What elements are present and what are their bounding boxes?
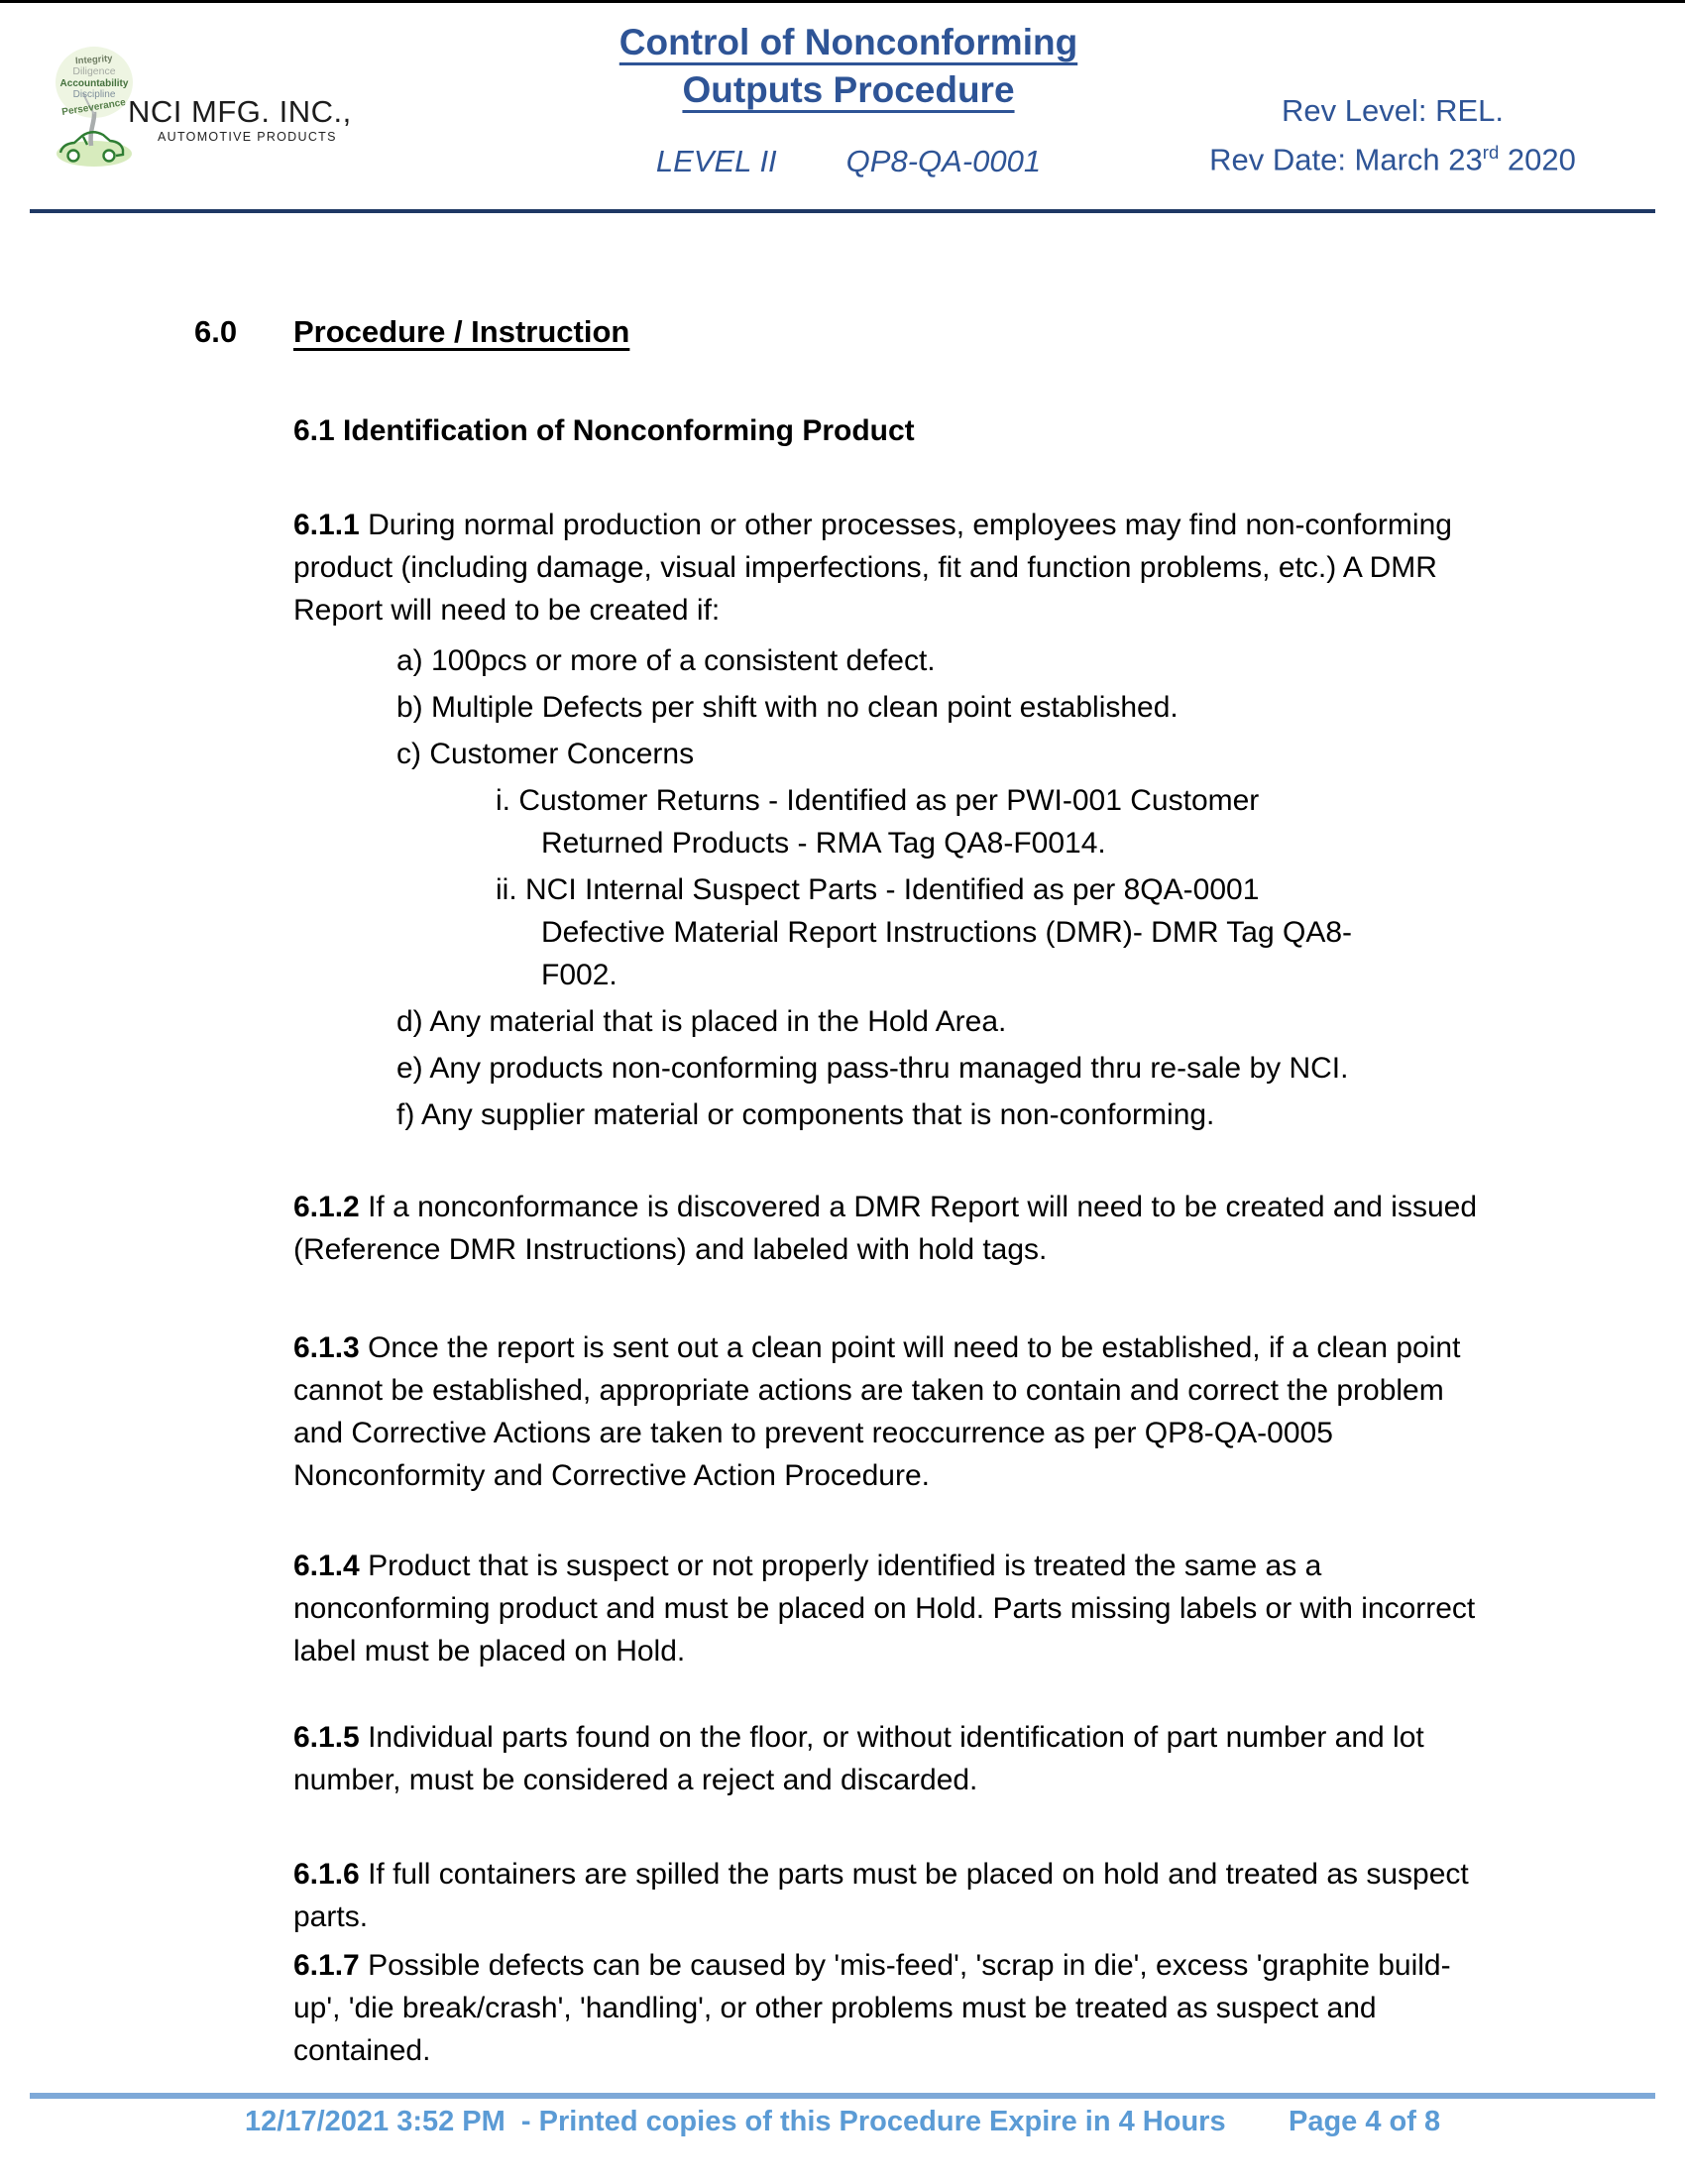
list-item-c-i: i. Customer Returns - Identified as per PWI-001 Customer Returned Products - RMA Tag QA8-F0014.: [496, 784, 1260, 860]
subsection-heading-6-1: 6.1 Identification of Nonconforming Product: [293, 414, 915, 447]
list-item-b: b) Multiple Defects per shift with no clean point established.: [396, 691, 1179, 724]
document-code: QP8-QA-0001: [845, 144, 1042, 178]
paragraph-text: Product that is suspect or not properly identified is treated the same as a nonconforming product and must be placed on Hold. Parts missing labels or with incorrect label must be placed on Hold.: [293, 1550, 1476, 1667]
header-divider-rule: [30, 209, 1655, 213]
rev-date-year: 2020: [1499, 142, 1576, 177]
paragraph-text: During normal production or other processes, employees may find non-conforming product (including damage, visual imperfections, fit and function problems, etc.) A DMR Report will need to be created if:: [293, 509, 1452, 627]
paragraph-text: If a nonconformance is discovered a DMR Report will need to be created and issued (Reference DMR Instructions) and labeled with hold tags.: [293, 1191, 1478, 1266]
document-title-line2: Outputs Procedure: [682, 69, 1015, 110]
paragraph-6-1-4: [293, 1545, 1493, 1672]
list-item-e: e) Any products non-conforming pass-thru managed thru re-sale by NCI.: [396, 1052, 1349, 1085]
footer-page-indicator: Page 4 of 8: [1289, 2106, 1441, 2137]
document-body: [194, 300, 1493, 2072]
rev-date-text: Rev Date: March 23: [1209, 142, 1483, 177]
paragraph-6-1-3: [293, 1326, 1493, 1497]
list-item-c-ii: ii. NCI Internal Suspect Parts - Identified as per 8QA-0001 Defective Material Report Instructions (DMR)- DMR Tag QA8-F002.: [496, 873, 1352, 991]
logo-value-word: Integrity: [74, 53, 113, 67]
footer-printed-note: 12/17/2021 3:52 PM - Printed copies of this Procedure Expire in 4 Hours: [245, 2106, 1226, 2137]
paragraph-6-1-7: [293, 1944, 1493, 2072]
paragraph-text: If full containers are spilled the parts must be placed on hold and treated as suspect parts.: [293, 1858, 1469, 1933]
list-item-d: d) Any material that is placed in the Hold Area.: [396, 1005, 1007, 1038]
company-name: NCI MFG. INC.,: [128, 94, 352, 129]
list-item-c: c) Customer Concerns: [396, 738, 695, 770]
list-item-a: a) 100pcs or more of a consistent defect.: [396, 644, 936, 677]
logo-tree-car-graphic: [55, 35, 134, 173]
paragraph-6-1-6: [293, 1853, 1493, 1938]
paragraph-text: Once the report is sent out a clean point will need to be established, if a clean point cannot be established, appropriate actions are taken to contain and correct the problem and Corrective Actions are taken to prevent reoccurrence as per QP8-QA-0005 Nonconformity and Corrective Action Procedure.: [293, 1331, 1461, 1492]
company-tagline: AUTOMOTIVE PRODUCTS: [158, 130, 337, 144]
rev-date-ordinal: rd: [1482, 142, 1500, 163]
list-item-f: f) Any supplier material or components that is non-conforming.: [396, 1098, 1215, 1131]
paragraph-6-1-1: [293, 504, 1493, 632]
rev-date: [1180, 132, 1606, 180]
logo-value-word: Accountability: [59, 78, 129, 89]
paragraph-number: 6.1.2: [293, 1191, 360, 1223]
document-level-line: [595, 144, 1102, 179]
section-number: 6.0: [194, 314, 238, 349]
paragraph-number: 6.1.5: [293, 1721, 360, 1754]
footer-divider-rule: [30, 2093, 1655, 2099]
document-title-block: [595, 19, 1102, 179]
logo-value-word: Diligence: [72, 65, 116, 77]
section-heading-6-0: [194, 310, 1493, 353]
document-level: LEVEL II: [655, 144, 777, 178]
paragraph-number: 6.1.4: [293, 1550, 360, 1582]
rev-level: Rev Level: REL.: [1282, 93, 1504, 128]
revision-block: [1180, 90, 1606, 180]
logo-value-word: Discipline: [72, 89, 116, 100]
paragraph-text: Individual parts found on the floor, or without identification of part number and lot number, must be considered a reject and discarded.: [293, 1721, 1424, 1796]
logo-value-word: Perseverance: [60, 97, 127, 119]
document-title-line1: Control of Nonconforming: [618, 22, 1078, 62]
dmr-criteria-list: [293, 639, 1493, 1136]
paragraph-number: 6.1.7: [293, 1949, 360, 1982]
paragraph-number: 6.1.6: [293, 1858, 360, 1891]
paragraph-6-1-5: [293, 1716, 1493, 1801]
paragraph-6-1-2: [293, 1186, 1493, 1271]
paragraph-text: Possible defects can be caused by 'mis-feed', 'scrap in die', excess 'graphite build-up', 'die break/crash', 'handling', or other problems must be treated as suspect and contained.: [293, 1949, 1451, 2067]
paragraph-number: 6.1.1: [293, 509, 360, 541]
paragraph-number: 6.1.3: [293, 1331, 360, 1364]
company-logo: [55, 33, 362, 186]
section-title: Procedure / Instruction: [293, 314, 630, 349]
